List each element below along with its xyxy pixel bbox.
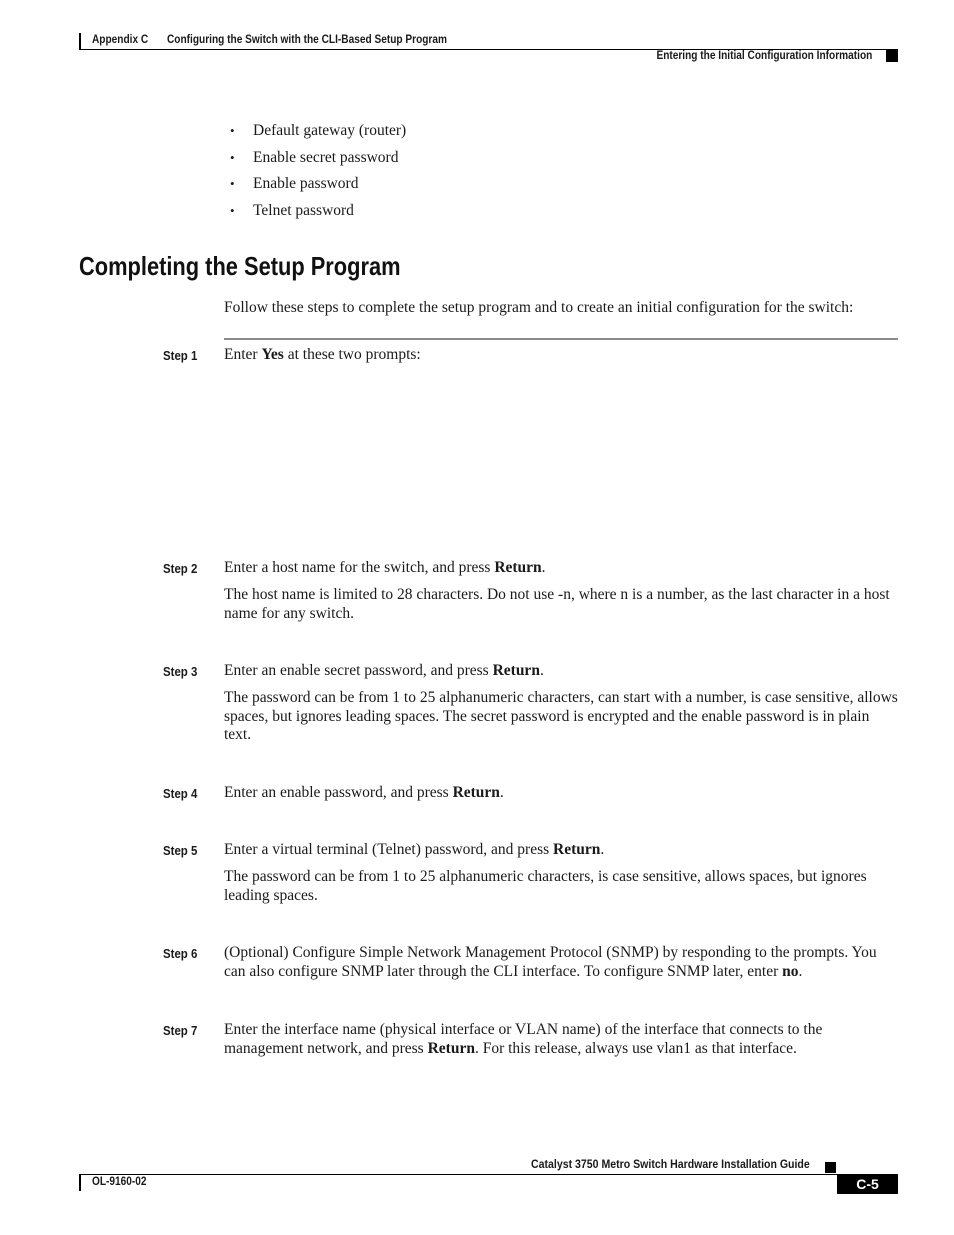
step-6-text: (Optional) Configure Simple Network Management Protocol (SNMP) by responding to the prompts. You can also configure SNMP later through the CLI interface. To configure SNMP later, enter no. [224, 944, 877, 980]
list-item: • Default gateway (router) [230, 122, 407, 139]
bullet-icon: • [230, 176, 235, 192]
footer-doc-number: OL-9160-02 [92, 1176, 147, 1188]
step-2-note: The host name is limited to 28 characters. Do not use -n, where n is a number, as the last character in a host name for any switch. [224, 586, 890, 622]
step-4-text: Enter an enable password, and press Return. [224, 784, 504, 801]
bullet-icon: • [230, 149, 235, 165]
footer-guide-title: Catalyst 3750 Metro Switch Hardware Installation Guide [531, 1157, 810, 1171]
header-marker [886, 50, 898, 62]
section-title: Completing the Setup Program [79, 251, 401, 281]
header-left-bar [79, 33, 81, 50]
step-4-label: Step 4 [163, 786, 198, 801]
step-6-label: Step 6 [163, 946, 198, 961]
step-3-note: The password can be from 1 to 25 alphanumeric characters, can start with a number, is case sensitive, allows spaces, but ignores leading spaces. The secret password is encrypted and the enable password is in plain text. [224, 689, 898, 744]
list-item: • Enable secret password [230, 148, 399, 166]
list-item: • Telnet password [230, 202, 354, 220]
step-2-label: Step 2 [163, 561, 198, 576]
intro-paragraph: Follow these steps to complete the setup program and to create an initial configuration for the switch: [224, 299, 854, 316]
header-appendix: Appendix C [92, 34, 149, 46]
step-7-text: Enter the interface name (physical interface or VLAN name) of the interface that connects to the management network, and press Return. For this release, always use vlan1 as that interface. [224, 1021, 823, 1057]
page-number: C-5 [837, 1175, 898, 1194]
step-3-text: Enter an enable secret password, and press Return. [224, 662, 544, 679]
step-1-label: Step 1 [163, 348, 198, 363]
header-chapter-title: Configuring the Switch with the CLI-Based Setup Program [167, 34, 448, 46]
bullet-list [226, 121, 406, 228]
bullet-icon: • [230, 203, 235, 219]
bullet-icon: • [230, 123, 235, 138]
list-item: • Enable password [230, 175, 359, 193]
step-3-label: Step 3 [163, 664, 198, 679]
step-2-text: Enter a host name for the switch, and press Return. [224, 559, 546, 576]
step-7-label: Step 7 [163, 1023, 198, 1038]
step-5-note: The password can be from 1 to 25 alphanumeric characters, is case sensitive, allows spaces, but ignores leading spaces. [224, 868, 867, 904]
footer-left-bar [79, 1174, 81, 1191]
footer-marker [825, 1162, 836, 1173]
procedure-rule [224, 338, 898, 340]
step-1-text: Enter Yes at these two prompts: [224, 346, 421, 363]
step-5-text: Enter a virtual terminal (Telnet) password, and press Return. [224, 841, 605, 858]
footer-rule [79, 1174, 898, 1175]
step-5-label: Step 5 [163, 843, 198, 858]
header-section-title: Entering the Initial Configuration Information [656, 50, 872, 62]
